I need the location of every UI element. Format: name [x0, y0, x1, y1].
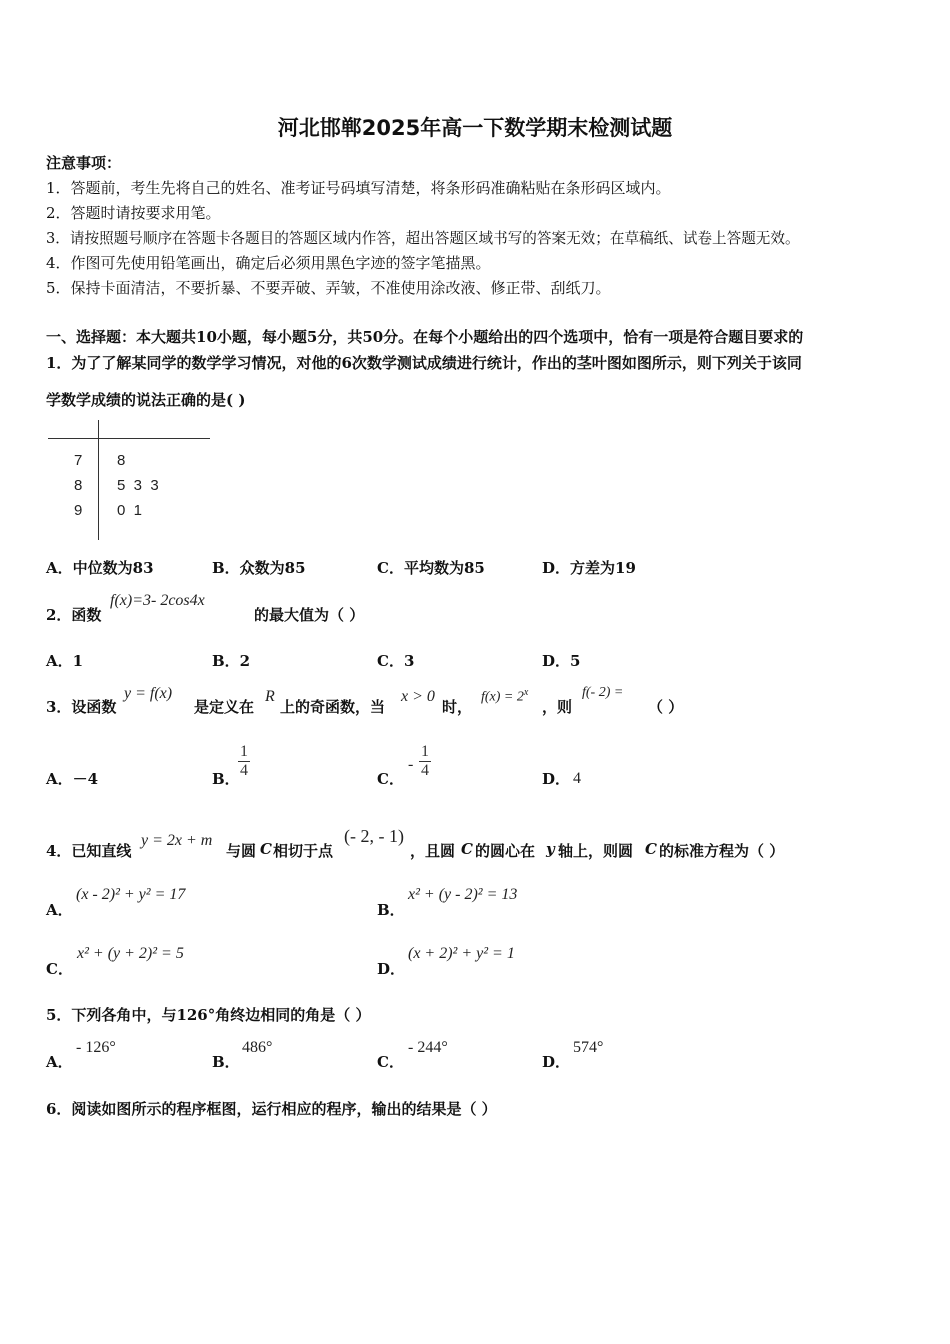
option-c-label: C． — [377, 1053, 404, 1071]
question-3-R: R — [265, 688, 275, 705]
leaf-values: 5 3 3 — [117, 477, 159, 494]
question-2-formula: f(x)=3- 2cos4x — [110, 592, 205, 609]
question-3-cond: x > 0 — [401, 688, 435, 705]
option-c-label: C． — [377, 770, 404, 788]
question-4-text: 的圆心在 — [475, 842, 536, 860]
notice-item: 1．答题前，考生先将自己的姓名、准考证号码填写清楚，将条形码准确粘贴在条形码区域内。 — [46, 179, 671, 197]
stem-value: 8 — [74, 477, 83, 494]
stem-value: 7 — [74, 452, 83, 469]
question-4-prefix: 4．已知直线 — [46, 842, 132, 860]
question-3-func: y = f(x) — [124, 685, 173, 702]
notice-heading: 注意事项： — [46, 154, 122, 172]
option-b-equation: x² + (y - 2)² = 13 — [408, 886, 518, 903]
page-title: 河北邯郸2025年高一下数学期末检测试题 — [277, 116, 673, 140]
question-4-text: 轴上，则圆 — [558, 842, 634, 860]
option-b-label: B． — [377, 901, 405, 919]
leaf-values: 8 — [117, 452, 126, 469]
section-heading: 一、选择题：本大题共10小题，每小题5分，共50分。在每个小题给出的四个选项中，恰有一项是符合题目要求的 — [46, 328, 804, 346]
question-4-text: 相切于点 — [273, 842, 334, 860]
leaf-values: 0 1 — [117, 502, 143, 519]
option-d-value: 574° — [573, 1039, 604, 1056]
notice-item: 2．答题时请按要求用笔。 — [46, 204, 221, 222]
question-2-prefix: 2．函数 — [46, 606, 102, 624]
option-d: D．5 — [542, 652, 581, 670]
option-b-fraction: $\frac{1}{4}$ — [240, 743, 248, 779]
question-3-prefix: 3．设函数 — [46, 698, 117, 716]
option-c: C．平均数为85 — [377, 559, 485, 577]
question-3-def: $f(x) = 2^x$ — [481, 687, 529, 705]
option-b-label: B． — [212, 770, 240, 788]
option-a-label: A． — [46, 1053, 73, 1071]
option-d-label: D． — [542, 770, 571, 788]
notice-item: 4．作图可先使用铅笔画出，确定后必须用黑色字迹的签字笔描黑。 — [46, 254, 491, 272]
option-c-equation: x² + (y + 2)² = 5 — [77, 945, 184, 962]
question-4-C: C — [461, 840, 473, 858]
notice-item: 5．保持卡面清洁，不要折暴、不要弄破、弄皱，不准使用涂改液、修正带、刮纸刀。 — [46, 279, 611, 297]
option-b: B．2 — [212, 652, 251, 670]
stem-leaf-hline — [48, 438, 210, 439]
stem-leaf-vline — [98, 420, 99, 540]
option-d-equation: (x + 2)² + y² = 1 — [408, 945, 515, 962]
option-a-value: - 126° — [76, 1039, 116, 1056]
question-1-text: 1．为了了解某同学的数学学习情况，对他的6次数学测试成绩进行统计，作出的茎叶图如图所示，则下列关于该同 — [46, 354, 802, 372]
question-3-paren: （ ） — [648, 698, 684, 716]
question-1-text-cont: 学数学成绩的说法正确的是( ) — [46, 391, 246, 409]
question-4-text: ，且圆 — [410, 842, 456, 860]
option-d-label: D． — [377, 960, 406, 978]
option-a: A．中位数为83 — [46, 559, 154, 577]
option-b: B．众数为85 — [212, 559, 306, 577]
stem-value: 9 — [74, 502, 83, 519]
option-c-value: - 244° — [408, 1039, 448, 1056]
option-b-value: 486° — [242, 1039, 273, 1056]
option-c: C．3 — [377, 652, 415, 670]
question-4-text: 的标准方程为（ ） — [659, 842, 785, 860]
question-6-text: 6．阅读如图所示的程序框图，运行相应的程序，输出的结果是（ ） — [46, 1100, 497, 1118]
question-4-C: C — [260, 840, 272, 858]
question-2-suffix: 的最大值为（ ） — [254, 606, 365, 624]
option-c-fraction: $\frac{1}{4}$ — [421, 743, 429, 779]
option-a-equation: (x - 2)² + y² = 17 — [76, 886, 186, 903]
question-3-text: 时， — [442, 698, 473, 716]
option-a: A．1 — [46, 652, 84, 670]
option-b-label: B． — [212, 1053, 240, 1071]
question-3-text: 是定义在 — [194, 698, 255, 716]
option-c-sign: - — [408, 756, 414, 773]
option-a-label: A． — [46, 901, 73, 919]
question-5-text: 5．下列各角中，与126°角终边相同的角是（ ） — [46, 1006, 371, 1024]
question-4-C: C — [645, 840, 657, 858]
question-3-text: ，则 — [542, 698, 573, 716]
option-d: D．方差为19 — [542, 559, 636, 577]
notice-item: 3．请按照题号顺序在答题卡各题目的答题区域内作答，超出答题区域书写的答案无效；在草稿纸、试卷上答题无效。 — [46, 230, 800, 247]
question-4-point: (- 2, - 1) — [344, 826, 404, 846]
option-c-label: C． — [46, 960, 73, 978]
option-a: A．－4 — [46, 770, 99, 788]
question-4-line: y = 2x + m — [141, 832, 213, 849]
question-4-text: 与圆 — [226, 842, 257, 860]
question-3-text: 上的奇函数，当 — [280, 698, 386, 716]
question-3-ask: f(- 2) = — [582, 685, 624, 700]
question-4-y: y — [546, 840, 555, 858]
option-d-value: 4 — [573, 770, 581, 787]
option-d-label: D． — [542, 1053, 571, 1071]
